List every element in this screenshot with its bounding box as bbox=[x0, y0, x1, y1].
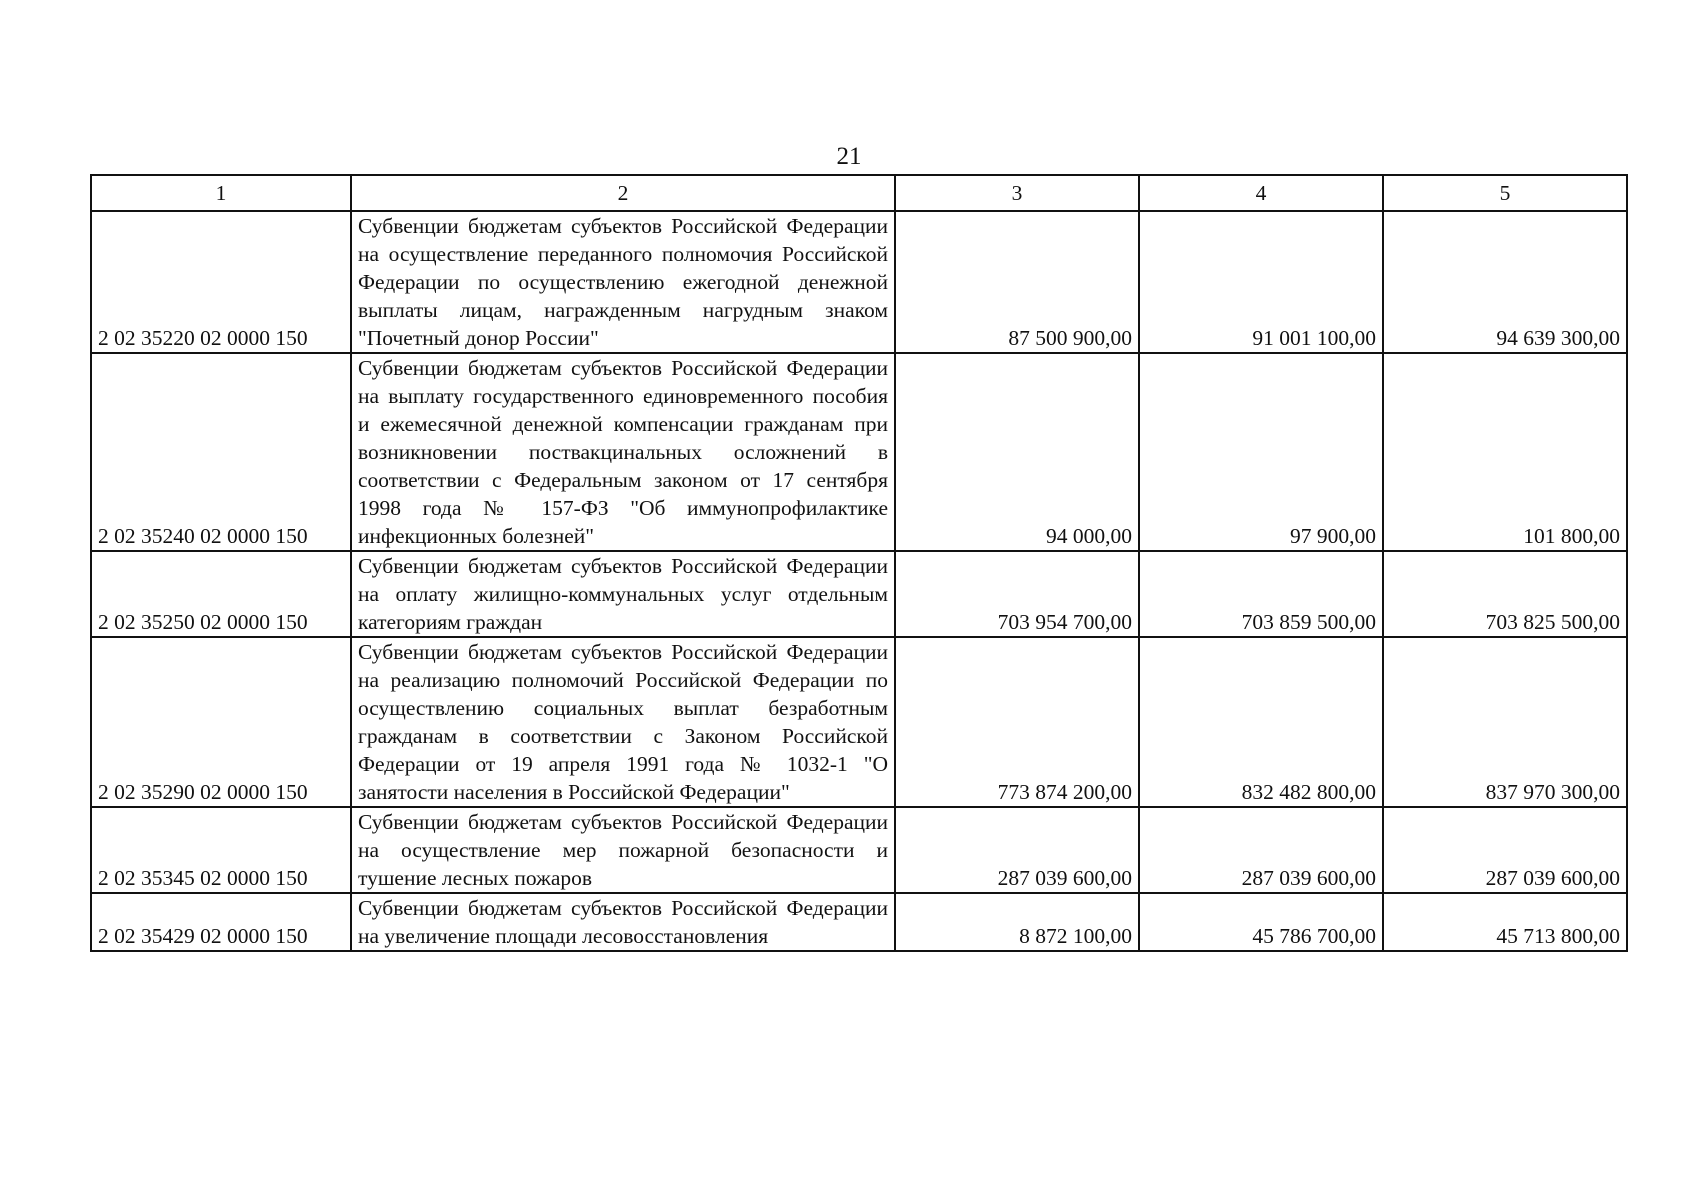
amount-col-3: 287 039 600,00 bbox=[895, 807, 1139, 893]
amount-col-4: 45 786 700,00 bbox=[1139, 893, 1383, 951]
page-number: 21 bbox=[836, 143, 862, 170]
row-description: Субвенции бюджетам субъектов Российской Федерации на выплату государственного единовременного пособия и ежемесячной денежной компенсации гражданам при возникновении поствакцинальных осложнений в соответствии с Федеральным законом от 17 сентября 1998 года № 157-ФЗ "Об иммунопрофилактике инфекционных болезней" bbox=[351, 353, 895, 551]
budget-code: 2 02 35250 02 0000 150 bbox=[91, 551, 351, 637]
header-cell-4: 4 bbox=[1139, 175, 1383, 211]
amount-col-3: 703 954 700,00 bbox=[895, 551, 1139, 637]
amount-col-5: 837 970 300,00 bbox=[1383, 637, 1627, 807]
row-description: Субвенции бюджетам субъектов Российской Федерации на реализацию полномочий Российской Федерации по осуществлению социальных выплат безработным гражданам в соответствии с Законом Российской Федерации от 19 апреля 1991 года № 1032-1 "О занятости населения в Российской Федерации" bbox=[351, 637, 895, 807]
budget-code: 2 02 35290 02 0000 150 bbox=[91, 637, 351, 807]
amount-col-5: 101 800,00 bbox=[1383, 353, 1627, 551]
table-row bbox=[91, 211, 1627, 353]
row-description: Субвенции бюджетам субъектов Российской Федерации на осуществление переданного полномочия Российской Федерации по осуществлению ежегодной денежной выплаты лицам, награжденным нагрудным знаком "Почетный донор России" bbox=[351, 211, 895, 353]
header-cell-3: 3 bbox=[895, 175, 1139, 211]
amount-col-4: 832 482 800,00 bbox=[1139, 637, 1383, 807]
budget-code: 2 02 35345 02 0000 150 bbox=[91, 807, 351, 893]
amount-col-4: 703 859 500,00 bbox=[1139, 551, 1383, 637]
amount-col-5: 287 039 600,00 bbox=[1383, 807, 1627, 893]
budget-code: 2 02 35429 02 0000 150 bbox=[91, 893, 351, 951]
amount-col-5: 45 713 800,00 bbox=[1383, 893, 1627, 951]
table-row bbox=[91, 551, 1627, 637]
row-description: Субвенции бюджетам субъектов Российской Федерации на осуществление мер пожарной безопасности и тушение лесных пожаров bbox=[351, 807, 895, 893]
amount-col-3: 8 872 100,00 bbox=[895, 893, 1139, 951]
amount-col-5: 703 825 500,00 bbox=[1383, 551, 1627, 637]
table-row bbox=[91, 893, 1627, 951]
table-row bbox=[91, 807, 1627, 893]
amount-col-4: 97 900,00 bbox=[1139, 353, 1383, 551]
header-cell-2: 2 bbox=[351, 175, 895, 211]
table-row bbox=[91, 637, 1627, 807]
row-description: Субвенции бюджетам субъектов Российской Федерации на увеличение площади лесовосстановления bbox=[351, 893, 895, 951]
budget-table bbox=[90, 174, 1628, 952]
amount-col-3: 773 874 200,00 bbox=[895, 637, 1139, 807]
budget-code: 2 02 35220 02 0000 150 bbox=[91, 211, 351, 353]
amount-col-4: 287 039 600,00 bbox=[1139, 807, 1383, 893]
header-cell-5: 5 bbox=[1383, 175, 1627, 211]
amount-col-4: 91 001 100,00 bbox=[1139, 211, 1383, 353]
table-row bbox=[91, 353, 1627, 551]
amount-col-5: 94 639 300,00 bbox=[1383, 211, 1627, 353]
header-row bbox=[91, 175, 1627, 211]
header-cell-1: 1 bbox=[91, 175, 351, 211]
amount-col-3: 87 500 900,00 bbox=[895, 211, 1139, 353]
budget-code: 2 02 35240 02 0000 150 bbox=[91, 353, 351, 551]
row-description: Субвенции бюджетам субъектов Российской Федерации на оплату жилищно-коммунальных услуг отдельным категориям граждан bbox=[351, 551, 895, 637]
amount-col-3: 94 000,00 bbox=[895, 353, 1139, 551]
